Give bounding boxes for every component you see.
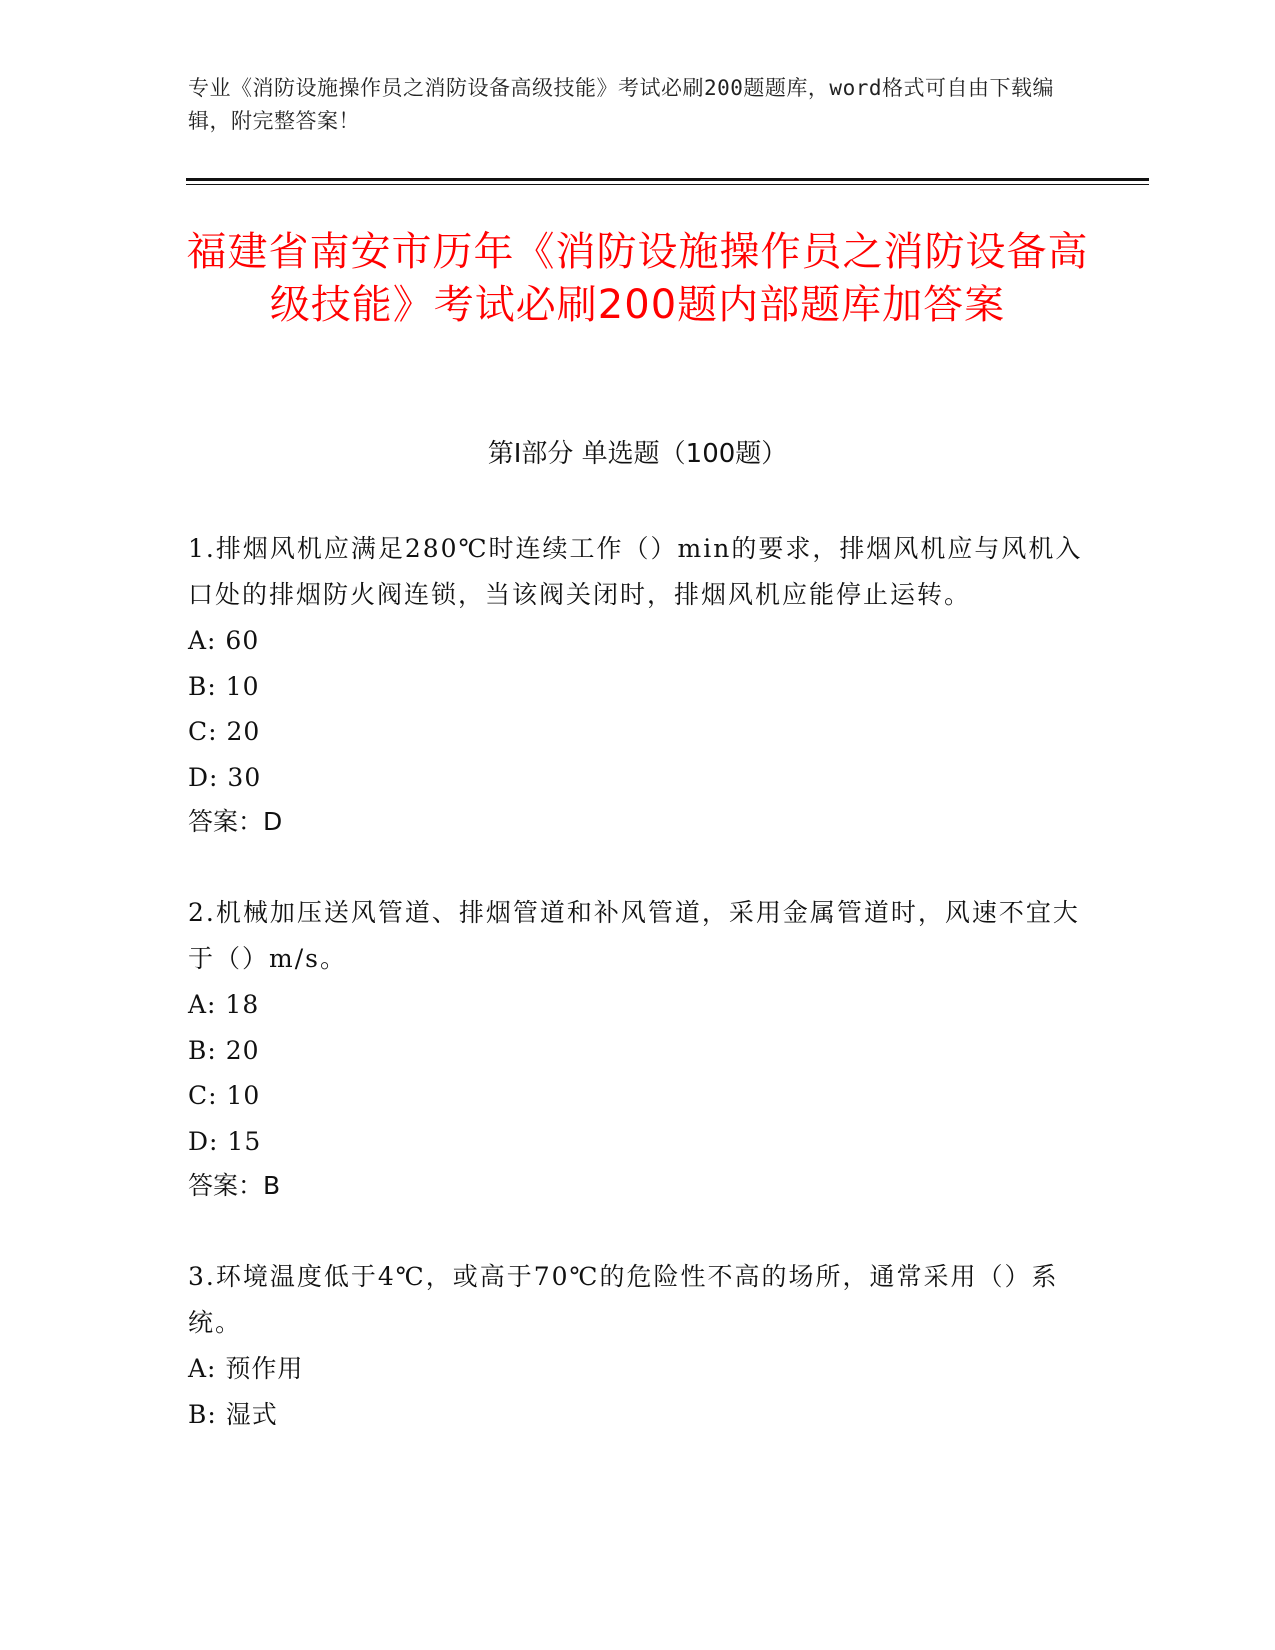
answer-text: 答案：D: [188, 807, 283, 836]
question-item: [188, 890, 1088, 1208]
option-a: A: 预作用: [188, 1354, 304, 1383]
section-title: 第Ⅰ部分 单选题（100题）: [487, 439, 788, 469]
document-title: 福建省南安市历年《消防设施操作员之消防设备高级技能》考试必刷200题内部题库加答案: [186, 229, 1089, 328]
header-rule-thin: [186, 184, 1149, 185]
option-b: B: 湿式: [188, 1399, 278, 1429]
question-item: [188, 1254, 1088, 1437]
option-a: A: 18: [188, 990, 260, 1019]
option-b: B: 20: [188, 1035, 260, 1065]
question-stem: 1.排烟风机应满足280℃时连续工作（）min的要求，排烟风机应与风机入口处的排烟防火阀连锁，当该阀关闭时，排烟风机应能停止运转。: [188, 534, 1083, 609]
question-stem: 2.机械加压送风管道、排烟管道和补风管道，采用金属管道时，风速不宜大于（）m/s。: [188, 898, 1080, 973]
option-c: C: 10: [188, 1081, 261, 1110]
question-item: [188, 526, 1088, 844]
option-d: D: 15: [188, 1126, 262, 1156]
option-a: A: 60: [188, 626, 260, 655]
question-stem: 3.环境温度低于4℃，或高于70℃的危险性不高的场所，通常采用（）系统。: [188, 1262, 1059, 1337]
option-d: D: 30: [188, 762, 262, 792]
question-list: [188, 526, 1088, 1483]
option-b: B: 10: [188, 671, 260, 701]
header-rule-thick: [186, 178, 1149, 181]
option-c: C: 20: [188, 717, 261, 746]
answer-text: 答案：B: [188, 1171, 281, 1200]
header-note: 专业《消防设施操作员之消防设备高级技能》考试必刷200题题库，word格式可自由下载编辑，附完整答案！: [188, 76, 1054, 133]
